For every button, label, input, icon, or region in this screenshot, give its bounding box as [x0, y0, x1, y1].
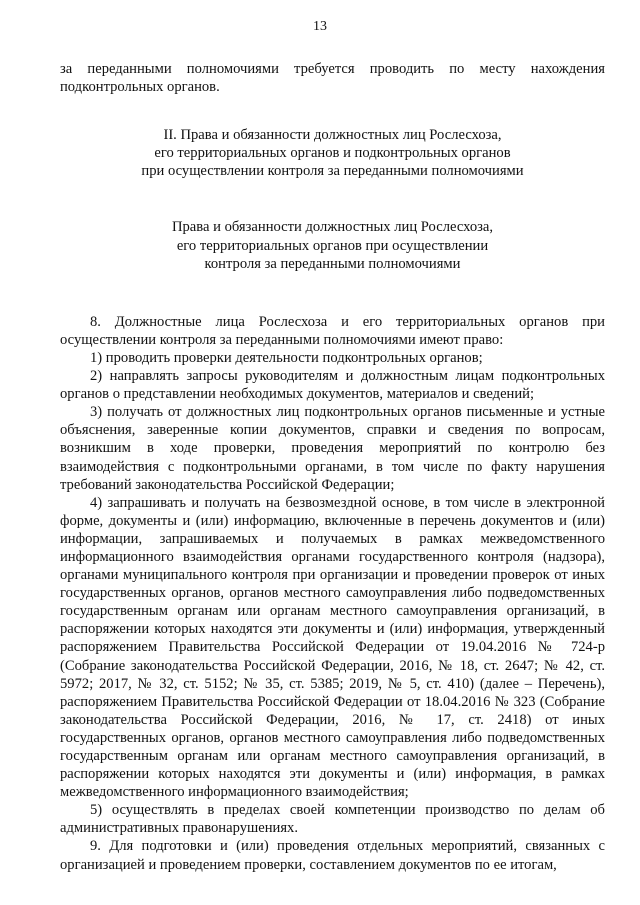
paragraph-9: 9. Для подготовки и (или) проведения отдельных мероприятий, связанных с организацией и проведением проверки, составлением документов по ее итогам, [60, 838, 605, 873]
list-item-4: 4) запрашивать и получать на безвозмездной основе, в том числе в электронной форме, документы и (или) информацию, включенные в перечень документов и (или) информации, запрашиваемых и получаемых в рамках межведомственного информационного взаимодействия органами государственного контроля (надзора), органами муниципального контроля при организации и проведении проверок от иных государственных органов, органов местного самоуправления либо подведомственных государственным органам или органам местного самоуправления организаций, в распоряжении которых находятся эти документы и (или) информация, утвержденный распоряжением Правительства Российской Федерации от 19.04.2016 № 724-р (Собрание законодательства Российской Федерации, 2016, № 18, ст. 2647; № 42, ст. 5972; 2017, № 32, ст. 5152; № 35, ст. 5385; 2019, № 5, ст. 410) (далее – Перечень), распоряжением Правительства Российской Федерации от 18.04.2016 № 323 (Собрание законодательства Российской Федерации, 2016, № 17, ст. 2418) от иных государственных органов, органов местного самоуправления либо подведомственных государственным органам или органам местного самоуправления организаций, в распоряжении которых находятся эти документы и (или) информация, в рамках межведомственного информационного взаимодействия; [60, 494, 605, 801]
list-item-5: 5) осуществлять в пределах своей компетенции производство по делам об административных правонарушениях. [60, 802, 605, 837]
list-item-2: 2) направлять запросы руководителям и должностным лицам подконтрольных органов о представлении необходимых документов, материалов и сведений; [60, 368, 605, 403]
section-heading [60, 126, 605, 180]
section-heading-line: его территориальных органов и подконтрольных органов [154, 145, 511, 162]
list-item-3: 3) получать от должностных лиц подконтрольных органов письменные и устные объяснения, заверенные копии документов, справки и сведения по вопросам, возникшим в ходе проверки, проведения мероприятий по контролю без взаимодействия с подконтрольными органами, в том числе по факту нарушения требований законодательства Российской Федерации; [60, 404, 605, 493]
list-item-1: 1) проводить проверки деятельности подконтрольных органов; [90, 349, 483, 366]
subsection-heading-line: Права и обязанности должностных лиц Рослесхоза, [171, 219, 494, 236]
document-body [60, 60, 605, 874]
subsection-heading-line: контроля за переданными полномочиями [204, 255, 461, 272]
section-heading-line: II. Права и обязанности должностных лиц Рослесхоза, [163, 127, 502, 144]
page-number: 13 [313, 19, 327, 34]
section-heading-line: при осуществлении контроля за переданными полномочиями [141, 163, 524, 180]
subsection-heading [60, 218, 605, 272]
paragraph-8: 8. Должностные лица Рослесхоза и его территориальных органов при осуществлении контроля за переданными полномочиями имеют право: [60, 313, 605, 348]
subsection-heading-line: его территориальных органов при осуществлении [176, 237, 489, 254]
intro-paragraph: за переданными полномочиями требуется проводить по месту нахождения подконтрольных органов. [60, 61, 605, 96]
